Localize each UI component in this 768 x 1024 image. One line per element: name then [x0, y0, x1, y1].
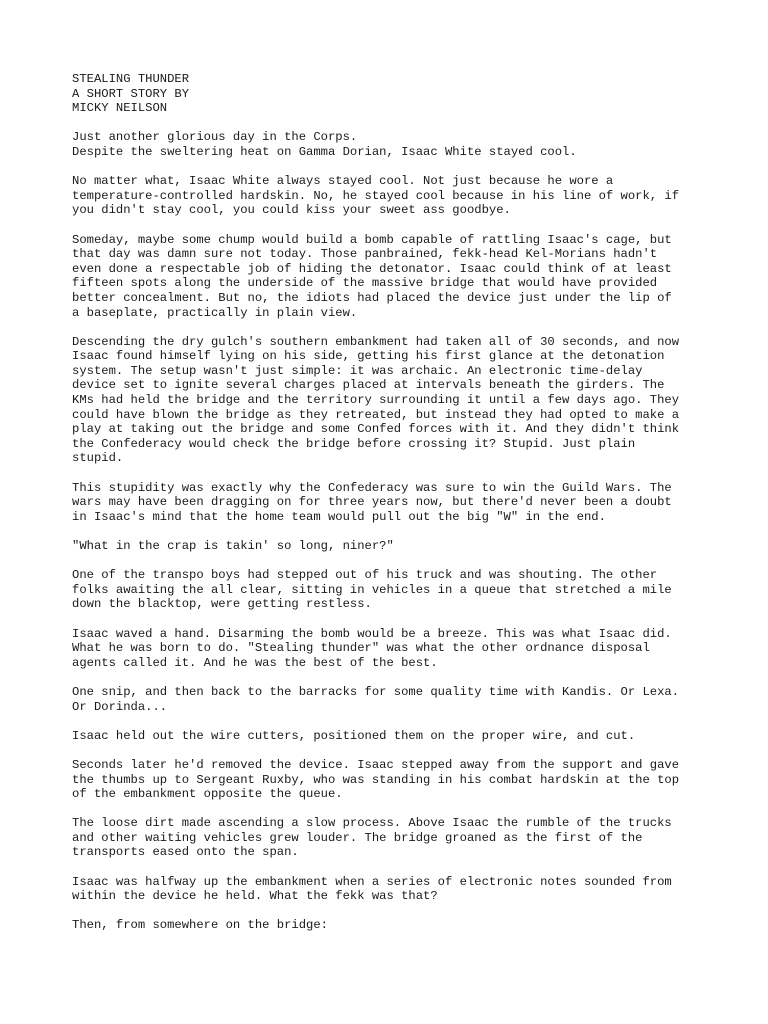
paragraph-line: Isaac held out the wire cutters, positioned them on the proper wire, and cut.: [72, 728, 636, 743]
paragraph-line: KMs had held the bridge and the territory surrounding it until a few days ago. They: [72, 393, 680, 408]
paragraph: [72, 174, 712, 218]
paragraph: [72, 335, 712, 466]
paragraph-line: "What in the crap is takin' so long, niner?": [72, 539, 394, 553]
paragraph-line: in Isaac's mind that the home team would pull out the big "W" in the end.: [72, 509, 606, 524]
paragraph: [72, 816, 712, 860]
paragraph: [72, 568, 712, 612]
paragraph-line: within the device he held. What the fekk was that?: [72, 889, 438, 904]
paragraph-line: fifteen spots along the underside of the massive bridge that would have provided: [72, 276, 658, 291]
paragraph-line: Just another glorious day in the Corps.: [72, 130, 358, 145]
paragraph-line: even done a respectable job of hiding the detonator. Isaac could think of at least: [72, 261, 672, 276]
paragraph-line: and other waiting vehicles grew louder. The bridge groaned as the first of the: [72, 830, 643, 845]
paragraph-line: of the embankment opposite the queue.: [72, 787, 343, 802]
paragraph: [72, 233, 712, 321]
paragraph-line: No matter what, Isaac White always stayed cool. Not just because he wore a: [72, 174, 614, 189]
paragraph: [72, 627, 712, 671]
paragraph: [72, 729, 712, 744]
paragraph-line: One snip, and then back to the barracks for some quality time with Kandis. Or Lexa.: [72, 684, 680, 699]
paragraph-line: Seconds later he'd removed the device. Isaac stepped away from the support and gave: [72, 757, 680, 772]
paragraph-line: system. The setup wasn't just simple: it was archaic. An electronic time-delay: [72, 363, 643, 378]
paragraph-line: One of the transpo boys had stepped out of his truck and was shouting. The other: [72, 568, 658, 583]
paragraph-line: This stupidity was exactly why the Confederacy was sure to win the Guild Wars. The: [72, 480, 672, 495]
paragraph-line: stupid.: [72, 451, 124, 466]
paragraph-line: a baseplate, practically in plain view.: [72, 305, 358, 320]
story-header: [72, 72, 712, 116]
paragraph-line: device set to ignite several charges placed at intervals beneath the girders. The: [72, 378, 665, 393]
paragraph: [72, 918, 712, 933]
document-page: [72, 72, 712, 948]
paragraph: [72, 875, 712, 904]
paragraph-line: the thumbs up to Sergeant Ruxby, who was standing in his combat hardskin at the top: [72, 772, 680, 787]
paragraph-line: temperature-controlled hardskin. No, he stayed cool because in his line of work, if: [72, 188, 680, 203]
paragraph-line: wars may have been dragging on for three years now, but there'd never been a doubt: [72, 495, 672, 510]
paragraph-line: that day was damn sure not today. Those panbrained, fekk-head Kel-Morians hadn't: [72, 247, 658, 262]
story-title: STEALING THUNDER: [72, 72, 190, 86]
paragraph-line: Someday, maybe some chump would build a bomb capable of rattling Isaac's cage, but: [72, 232, 672, 247]
paragraph: [72, 758, 712, 802]
paragraph: [72, 685, 712, 714]
paragraph-line: Isaac was halfway up the embankment when a series of electronic notes sounded from: [72, 874, 672, 889]
paragraph: [72, 481, 712, 525]
paragraph-line: The loose dirt made ascending a slow process. Above Isaac the rumble of the trucks: [72, 816, 672, 831]
paragraph-line: agents called it. And he was the best of the best.: [72, 655, 438, 670]
paragraph-line: better concealment. But no, the idiots had placed the device just under the lip of: [72, 290, 672, 305]
paragraph-line: Isaac found himself lying on his side, getting his first glance at the detonation: [72, 349, 665, 364]
paragraph-line: you didn't stay cool, you could kiss your sweet ass goodbye.: [72, 203, 511, 218]
paragraph-line: What he was born to do. "Stealing thunder" was what the other ordnance disposal: [72, 641, 650, 656]
paragraph-line: transports eased onto the span.: [72, 845, 299, 860]
paragraph-line: down the blacktop, were getting restless.: [72, 597, 372, 612]
paragraph-line: could have blown the bridge as they retreated, but instead they had opted to make a: [72, 407, 680, 422]
story-author: MICKY NEILSON: [72, 101, 168, 116]
paragraph-line: Despite the sweltering heat on Gamma Dorian, Isaac White stayed cool.: [72, 144, 577, 159]
paragraph-line: the Confederacy would check the bridge before crossing it? Stupid. Just plain: [72, 436, 636, 451]
paragraph-line: Then, from somewhere on the bridge:: [72, 918, 328, 933]
paragraph: [72, 539, 712, 554]
paragraph-line: Isaac waved a hand. Disarming the bomb would be a breeze. This was what Isaac did.: [72, 626, 672, 641]
paragraph-line: Descending the dry gulch's southern embankment had taken all of 30 seconds, and now: [72, 334, 680, 349]
paragraph-line: folks awaiting the all clear, sitting in vehicles in a queue that stretched a mile: [72, 582, 672, 597]
story-subtitle: A SHORT STORY BY: [72, 86, 190, 101]
paragraph: [72, 130, 712, 159]
paragraph-line: play at taking out the bridge and some Confed forces with it. And they didn't think: [72, 422, 680, 437]
paragraph-line: Or Dorinda...: [72, 699, 168, 714]
